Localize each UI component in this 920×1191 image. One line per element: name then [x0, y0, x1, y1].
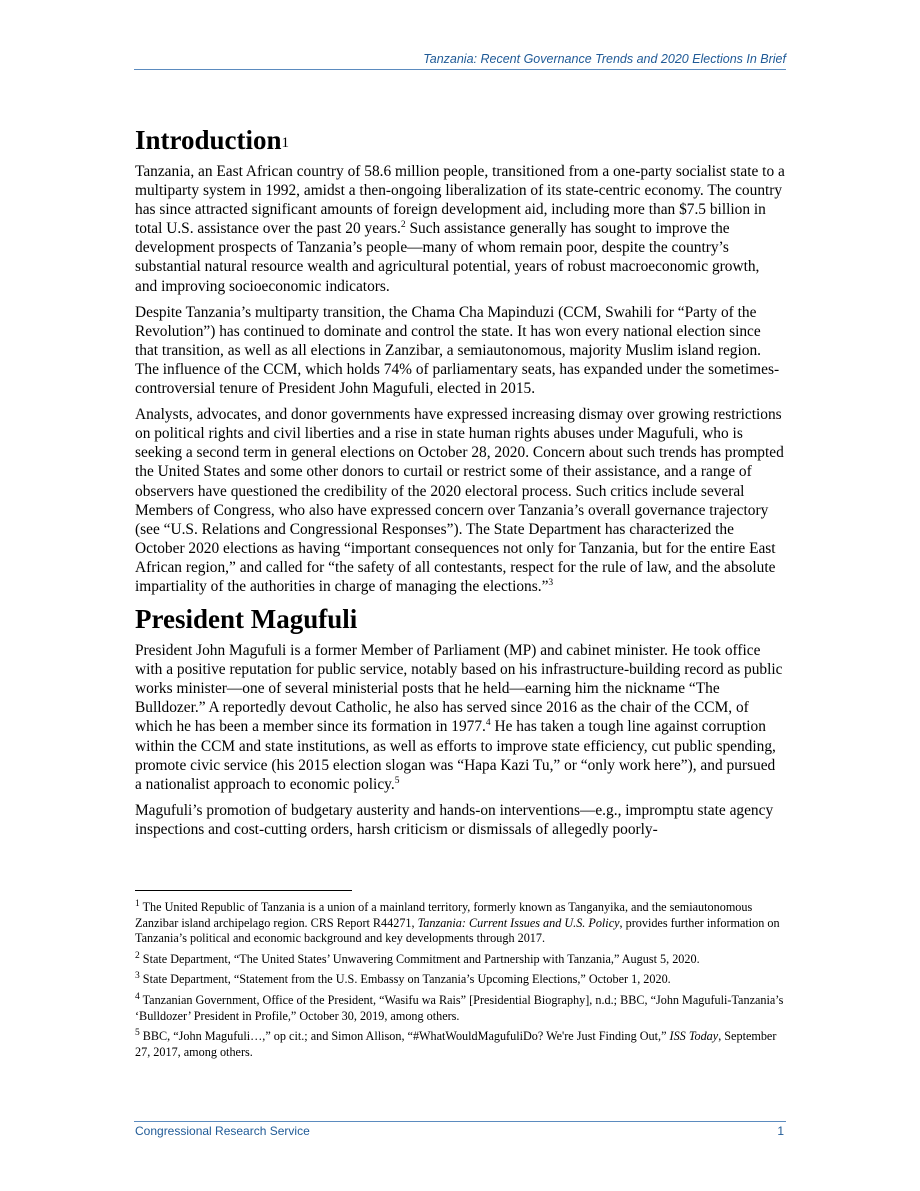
footnote-number: 1 — [135, 898, 140, 909]
footnote — [135, 993, 785, 1024]
footnote-separator — [135, 890, 352, 891]
paragraph: Magufuli’s promotion of budgetary austerity and hands-on interventions—e.g., impromptu state agency inspections and cost-cutting orders, harsh criticism or dismissals of allegedly poorly- — [135, 801, 774, 838]
paragraph-text: Analysts, advocates, and donor governments have expressed increasing dismay over growing restrictions on political rights and civil liberties and a rise in state human rights abuses under Magufuli, who is seeking a second term in general elections on October 28, 2020. Concern about such trends has prompted the United States and some other donors to curtail or restrict some of their assistance, and a range of observers have questioned the credibility of the 2020 electoral process. Such critics include several Members of Congress, who also have expressed concern over Tanzania’s overall governance trajectory (see “U.S. Relations and Congressional Responses”). The State Department has characterized the October 2020 elections as having “important consequences not only for Tanzania, but for the entire East African region,” and called for “the safety of all contestants, respect for the rule of law, and the absolute impartiality of the authorities in charge of managing the elections.” — [135, 406, 784, 595]
footnote-text: Tanzanian Government, Office of the President, “Wasifu wa Rais” [Presidential Biography], n.d.; BBC, “John Magufuli-Tanzania’s ‘Bulldozer’ President in Profile,” October 30, 2019, among others. — [135, 992, 784, 1023]
section-heading-president-magufuli: President Magufuli — [135, 604, 358, 635]
footer-publisher: Congressional Research Service — [135, 1124, 310, 1138]
footnote-ref[interactable]: 5 — [394, 775, 400, 786]
footnote-number: 5 — [135, 1028, 140, 1039]
heading-text: Introduction — [135, 125, 282, 155]
footnote — [135, 900, 785, 947]
footnote-text: State Department, “The United States’ Unwavering Commitment and Partnership with Tanzania,” August 5, 2020. — [142, 951, 700, 966]
paragraph-text: Such assistance generally has sought to improve the development prospects of Tanzania’s people—many of whom remain poor, despite the country’s substantial natural resource wealth and agricultural potential, years of robust macroeconomic growth, and improving socioeconomic indicators. — [135, 220, 760, 295]
footnote-title: Tanzania: Current Issues and U.S. Policy — [417, 915, 620, 930]
paragraph — [135, 162, 785, 296]
footnotes — [135, 900, 785, 1065]
paragraph — [135, 405, 785, 596]
footnote-ref[interactable]: 2 — [400, 220, 406, 231]
footnote — [135, 972, 785, 988]
footnote-ref[interactable]: 4 — [485, 718, 491, 729]
header-rule — [134, 69, 786, 70]
footnote-title: ISS Today — [669, 1029, 719, 1044]
page-number: 1 — [777, 1124, 784, 1138]
footnote-ref[interactable]: 1 — [281, 135, 290, 151]
footnote-ref[interactable]: 3 — [548, 577, 554, 588]
paragraph-text: He has taken a tough line against corruption within the CCM and state institutions, as well as efforts to improve state efficiency, cut public spending, promote civic service (his 2015 election slogan was “Hapa Kazi Tu,” or “only work here”), and pursued a nationalist approach to economic policy. — [135, 718, 776, 793]
footnote-text: The United Republic of Tanzania is a union of a mainland territory, formerly known as Tanganyika, and the semiautonomous Zanzibar island archipelago region. CRS Report R44271, — [135, 900, 753, 930]
main-content — [135, 124, 785, 846]
paragraph: Despite Tanzania’s multiparty transition, the Chama Cha Mapinduzi (CCM, Swahili for “Party of the Revolution”) has continued to dominate and control the state. It has won every national election since that transition, as well as all elections in Zanzibar, a semiautonomous, majority Muslim island region. The influence of the CCM, which holds 74% of parliamentary seats, has expanded under the sometimes-controversial tenure of President John Magufuli, elected in 2015. — [135, 303, 780, 398]
footnote-number: 3 — [135, 971, 140, 982]
footnote-text: , September 27, 2017, among others. — [135, 1029, 777, 1059]
footnote-number: 2 — [135, 950, 140, 961]
footnote-number: 4 — [135, 991, 140, 1002]
footnote-text: BBC, “John Magufuli…,” op cit.; and Simon Allison, “#WhatWouldMagufuliDo? We're Just Finding Out,” — [142, 1029, 670, 1044]
footnote — [135, 1029, 785, 1060]
paragraph-text: Tanzania, an East African country of 58.6 million people, transitioned from a one-party socialist state to a multiparty system in 1992, amidst a then-ongoing liberalization of its state-centric economy. The country has since attracted significant amounts of foreign development aid, including more than $7.5 billion in total U.S. assistance over the past 20 years. — [135, 163, 785, 238]
paragraph — [135, 641, 785, 794]
footnote — [135, 952, 785, 968]
footnote-text: , provides further information on Tanzania’s political and economic background and key developments through 2017. — [135, 915, 780, 946]
section-heading-introduction — [135, 124, 785, 156]
footnote-text: State Department, “Statement from the U.S. Embassy on Tanzania’s Upcoming Elections,” October 1, 2020. — [142, 972, 671, 987]
running-header: Tanzania: Recent Governance Trends and 2020 Elections In Brief — [423, 52, 786, 66]
footer-rule — [134, 1121, 786, 1122]
paragraph-text: President John Magufuli is a former Member of Parliament (MP) and cabinet minister. He took office with a positive reputation for public service, notably based on his infrastructure-building record as public works minister—one of several ministerial posts that he held—earning him the nickname “The Bulldozer.” A reportedly devout Catholic, he also has served since 2016 as the chair of the CCM, of which he has been a member since its formation in 1977. — [135, 642, 783, 736]
